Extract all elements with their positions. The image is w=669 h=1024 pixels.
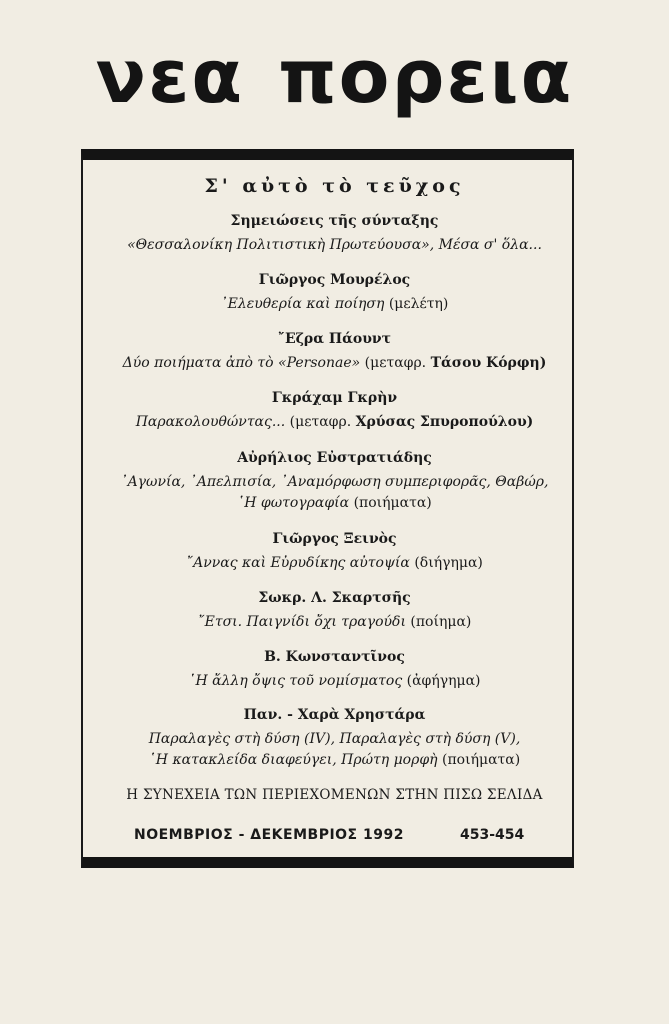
entry-title: ῾Η ἄλλη ὄψις τοῦ νομίσματος (ἀφήγημα) xyxy=(188,673,481,689)
toc-entry xyxy=(100,212,569,255)
entry-title-cont: ῾Η κατακλείδα διαφεύγει, Πρώτη μορφὴ (ποιήματα) xyxy=(148,752,521,768)
entry-author: Γιῶργος Ξεινὸς xyxy=(272,531,397,547)
magazine-title xyxy=(0,34,669,120)
toc-entry xyxy=(100,530,569,573)
contents-heading: Σ' αὐτὸ τὸ τεῦχος xyxy=(204,175,465,197)
toc-entry xyxy=(100,648,569,691)
entry-title: ᾿Αγωνία, ᾿Απελπισία, ᾿Αναμόρφωση συμπεριφορᾶς, Θαβώρ, xyxy=(120,474,549,490)
entry-author: Β. Κωνσταντῖνος xyxy=(264,649,405,665)
toc-entry xyxy=(100,706,569,770)
title-word-1: νεα xyxy=(95,34,245,120)
toc-entry xyxy=(100,449,569,513)
title-word-2: πορεια xyxy=(278,34,574,120)
toc-entry xyxy=(100,389,569,432)
entry-title: ᾿Ελευθερία καὶ ποίηση (μελέτη) xyxy=(220,296,449,312)
entry-title: ῎Ετσι. Παιγνίδι ὄχι τραγούδι (ποίημα) xyxy=(197,614,472,630)
entry-title: «Θεσσαλονίκη Πολιτιστικὴ Πρωτεύουσα», Μέσα σ' ὅλα... xyxy=(127,237,542,253)
entry-title: Παρακολουθώντας... (μεταφρ. Χρύσας Σπυροπούλου) xyxy=(135,414,534,430)
entry-title: Παραλαγὲς στὴ δύση (IV), Παραλαγὲς στὴ δύση (V), xyxy=(148,731,521,747)
entry-author: Παν. - Χαρὰ Χρηστάρα xyxy=(243,707,426,723)
entry-author: Γκράχαμ Γκρὴν xyxy=(271,390,398,406)
toc-entry xyxy=(100,589,569,632)
entry-author: Αὐρήλιος Εὐστρατιάδης xyxy=(237,450,432,466)
entry-author: Γιῶργος Μουρέλος xyxy=(258,272,411,288)
toc-entry xyxy=(100,271,569,314)
continuation-note: Η ΣΥΝΕΧΕΙΑ ΤΩΝ ΠΕΡΙΕΧΟΜΕΝΩΝ ΣΤΗΝ ΠΙΣΩ ΣΕΛΙΔΑ xyxy=(126,787,543,803)
issue-number: 453-454 xyxy=(460,827,525,843)
issue-date: ΝΟΕΜΒΡΙΟΣ - ΔΕΚΕΜΒΡΙΟΣ 1992 xyxy=(134,827,404,843)
entry-author: Σημειώσεις τῆς σύνταξης xyxy=(230,213,439,229)
toc-entry xyxy=(100,330,569,373)
entry-title: ῎Αννας καὶ Εὐρυδίκης αὐτοψία (διήγημα) xyxy=(186,555,483,571)
entry-title: Δύο ποιήματα ἀπὸ τὸ «Personae» (μεταφρ. Τάσου Κόρφη) xyxy=(122,355,547,371)
entry-author: ῎Εζρα Πάουντ xyxy=(277,331,392,347)
entry-title-cont: ῾Η φωτογραφία (ποιήματα) xyxy=(237,495,432,511)
entry-author: Σωκρ. Λ. Σκαρτσῆς xyxy=(258,590,411,606)
